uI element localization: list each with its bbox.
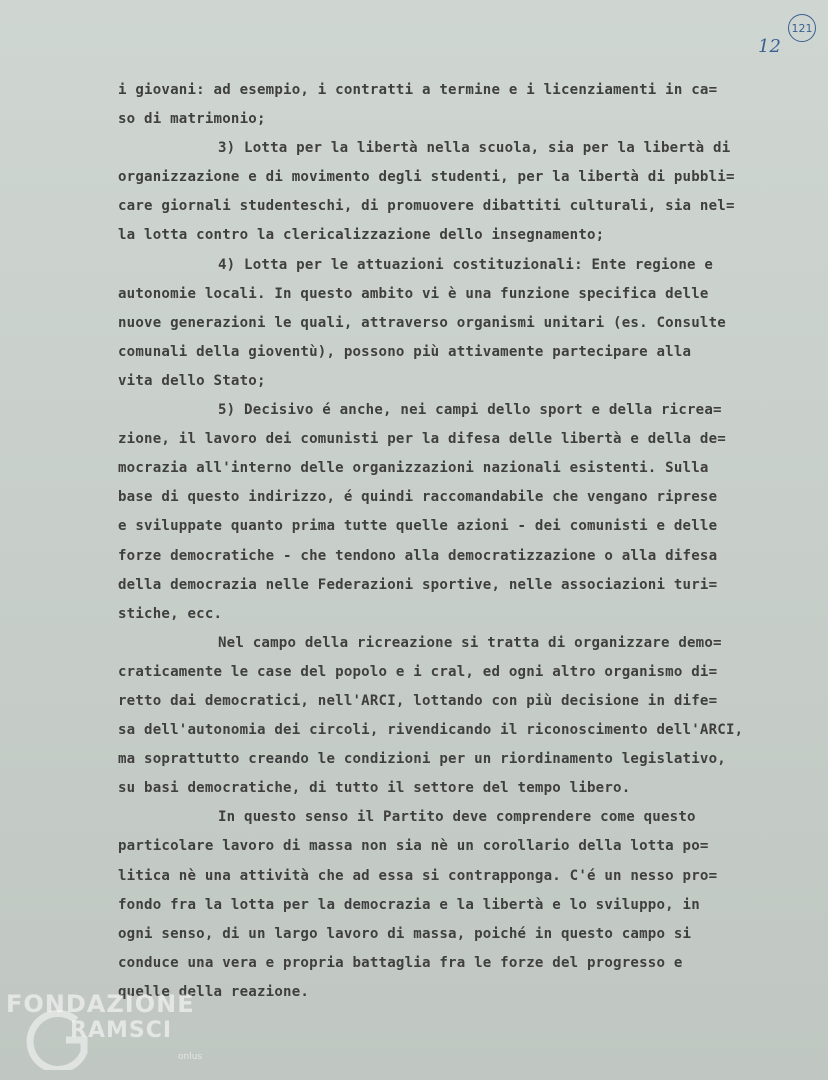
text-line: In questo senso il Partito deve comprendere come questo: [218, 809, 696, 826]
text-line: litica nè una attività che ad essa si contrapponga. C'é un nesso pro=: [118, 867, 718, 884]
text-line: fondo fra la lotta per la democrazia e la libertà e lo sviluppo, in: [118, 896, 700, 913]
text-line: quelle della reazione.: [118, 983, 310, 1000]
text-line: e sviluppate quanto prima tutte quelle azioni - dei comunisti e delle: [118, 518, 718, 535]
text-line: 4) Lotta per le attuazioni costituzionali: Ente regione e: [218, 256, 714, 273]
text-line: base di questo indirizzo, é quindi raccomandabile che vengano riprese: [118, 489, 718, 506]
watermark-line-1: FONDAZIONE: [6, 990, 195, 1018]
text-line: forze democratiche - che tendono alla democratizzazione o alla difesa: [118, 547, 718, 564]
watermark-line-2: RAMSCI: [70, 1018, 173, 1043]
watermark-suffix: onlus: [178, 1052, 203, 1062]
text-line: su basi democratiche, di tutto il settore del tempo libero.: [118, 780, 631, 797]
text-line: care giornali studenteschi, di promuovere dibattiti culturali, sia nel=: [118, 198, 735, 215]
text-line: comunali della gioventù), possono più attivamente partecipare alla: [118, 343, 692, 360]
text-line: Nel campo della ricreazione si tratta di organizzare demo=: [218, 634, 722, 651]
text-line: ogni senso, di un largo lavoro di massa, poiché in questo campo si: [118, 925, 692, 942]
text-line: ma soprattutto creando le condizioni per un riordinamento legislativo,: [118, 751, 726, 768]
text-line: sa dell'autonomia dei circoli, rivendicando il riconoscimento dell'ARCI,: [118, 722, 744, 739]
text-line: la lotta contro la clericalizzazione dello insegnamento;: [118, 227, 605, 244]
text-line: vita dello Stato;: [118, 372, 266, 389]
text-line: nuove generazioni le quali, attraverso organismi unitari (es. Consulte: [118, 314, 726, 331]
text-line: zione, il lavoro dei comunisti per la difesa delle libertà e della de=: [118, 431, 726, 448]
text-line: 3) Lotta per la libertà nella scuola, sia per la libertà di: [218, 140, 731, 157]
text-line: retto dai democratici, nell'ARCI, lottando con più decisione in dife=: [118, 692, 718, 709]
text-line: i giovani: ad esempio, i contratti a termine e i licenziamenti in ca=: [118, 82, 718, 98]
text-line: della democrazia nelle Federazioni sportive, nelle associazioni turi=: [118, 576, 718, 593]
handwritten-page-number: 12: [758, 36, 781, 57]
text-line: autonomie locali. In questo ambito vi è una funzione specifica delle: [118, 285, 709, 302]
text-line: 5) Decisivo é anche, nei campi dello sport e della ricrea=: [218, 402, 722, 419]
text-line: mocrazia all'interno delle organizzazioni nazionali esistenti. Sulla: [118, 460, 709, 477]
text-line: conduce una vera e propria battaglia fra le forze del progresso e: [118, 954, 683, 971]
text-line: organizzazione e di movimento degli studenti, per la libertà di pubbli=: [118, 169, 735, 186]
text-line: craticamente le case del popolo e i cral, ed ogni altro organismo di=: [118, 663, 718, 680]
circled-page-number: 121: [788, 14, 816, 42]
text-line: stiche, ecc.: [118, 605, 223, 622]
text-line: so di matrimonio;: [118, 111, 266, 128]
typewritten-text: [118, 76, 818, 1007]
text-line: particolare lavoro di massa non sia nè un corollario della lotta po=: [118, 838, 709, 855]
